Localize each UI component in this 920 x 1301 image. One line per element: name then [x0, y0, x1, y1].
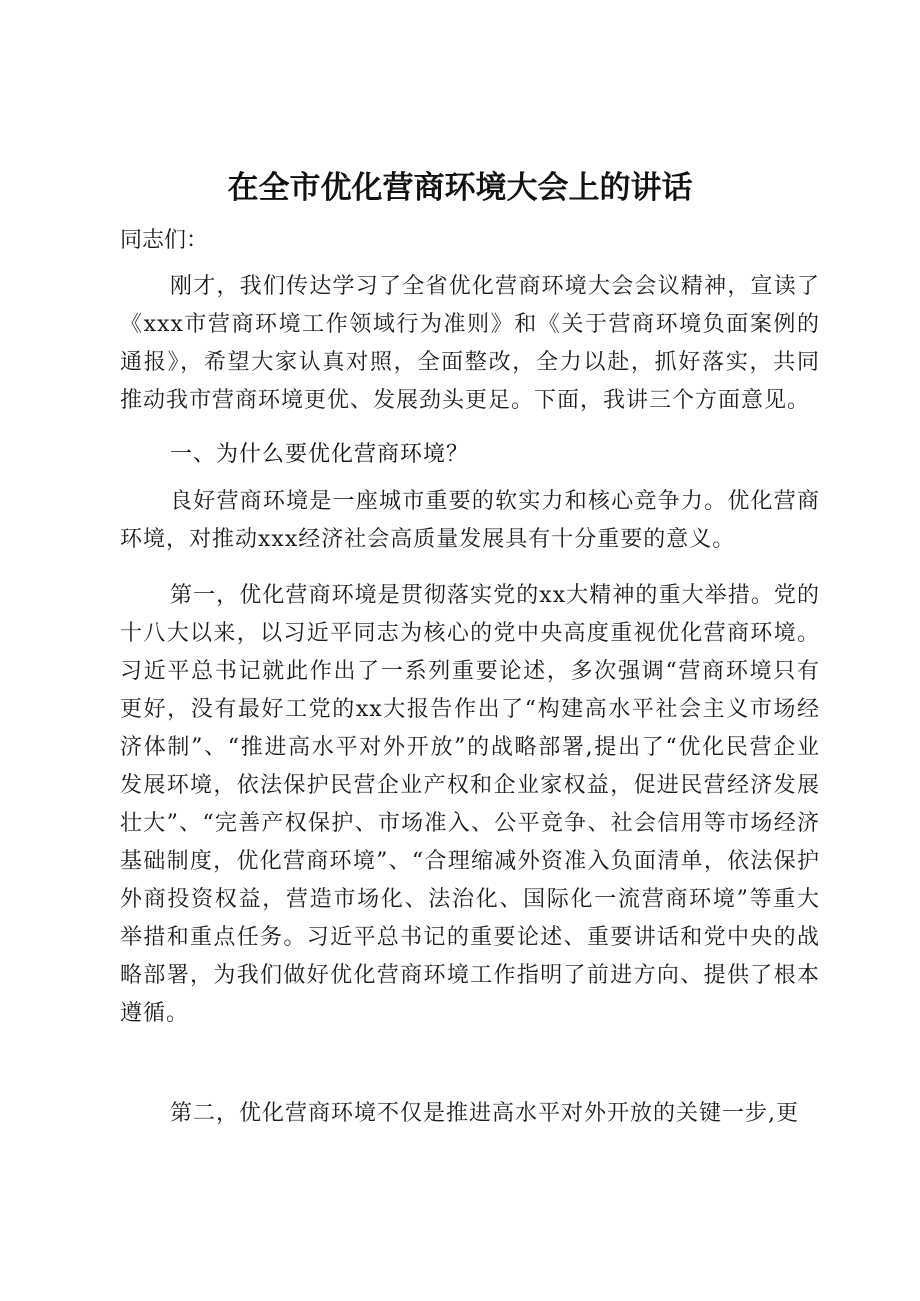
- salutation: 同志们：: [120, 228, 209, 253]
- document-title: 在全市优化营商环境大会上的讲话: [227, 170, 693, 206]
- paragraph-first-point: 第一，优化营商环境是贯彻落实党的xx大精神的重大举措。党的十八大以来，以习近平同志为核心的党中央高度重视优化营商环境。习近平总书记就此作出了一系列重要论述，多次强调“营商环境只有更好，没有最好工党的xx大报告作出了“构建高水平社会主义市场经济体制”、“推进高水平对外开放”的战略部署,提出了“优化民营企业发展环境，依法保护民营企业产权和企业家权益，促进民营经济发展壮大”、“完善产权保护、市场准入、公平竞争、社会信用等市场经济基础制度，优化营商环境”、“合理缩减外资准入负面清单，依法保护外商投资权益，营造市场化、法治化、国际化一流营商环境”等重大举措和重点任务。习近平总书记的重要论述、重要讲话和党中央的战略部署，为我们做好优化营商环境工作指明了前进方向、提供了根本遵循。: [120, 583, 820, 1026]
- paragraph-second-point: 第二，优化营商环境不仅是推进高水平对外开放的关键一步,更: [170, 1101, 799, 1126]
- paragraph-intro: 刚才，我们传达学习了全省优化营商环境大会会议精神，宣读了《xxx市营商环境工作领域行为准则》和《关于营商环境负面案例的通报》，希望大家认真对照，全面整改，全力以赴，抓好落实，共同推动我市营商环境更优、发展劲头更足。下面，我讲三个方面意见。: [120, 274, 820, 413]
- paragraph-section-intro: 良好营商环境是一座城市重要的软实力和核心竞争力。优化营商环境，对推动xxx经济社会高质量发展具有十分重要的意义。: [120, 489, 820, 552]
- section-heading-1: 一、为什么要优化营商环境？: [170, 442, 470, 467]
